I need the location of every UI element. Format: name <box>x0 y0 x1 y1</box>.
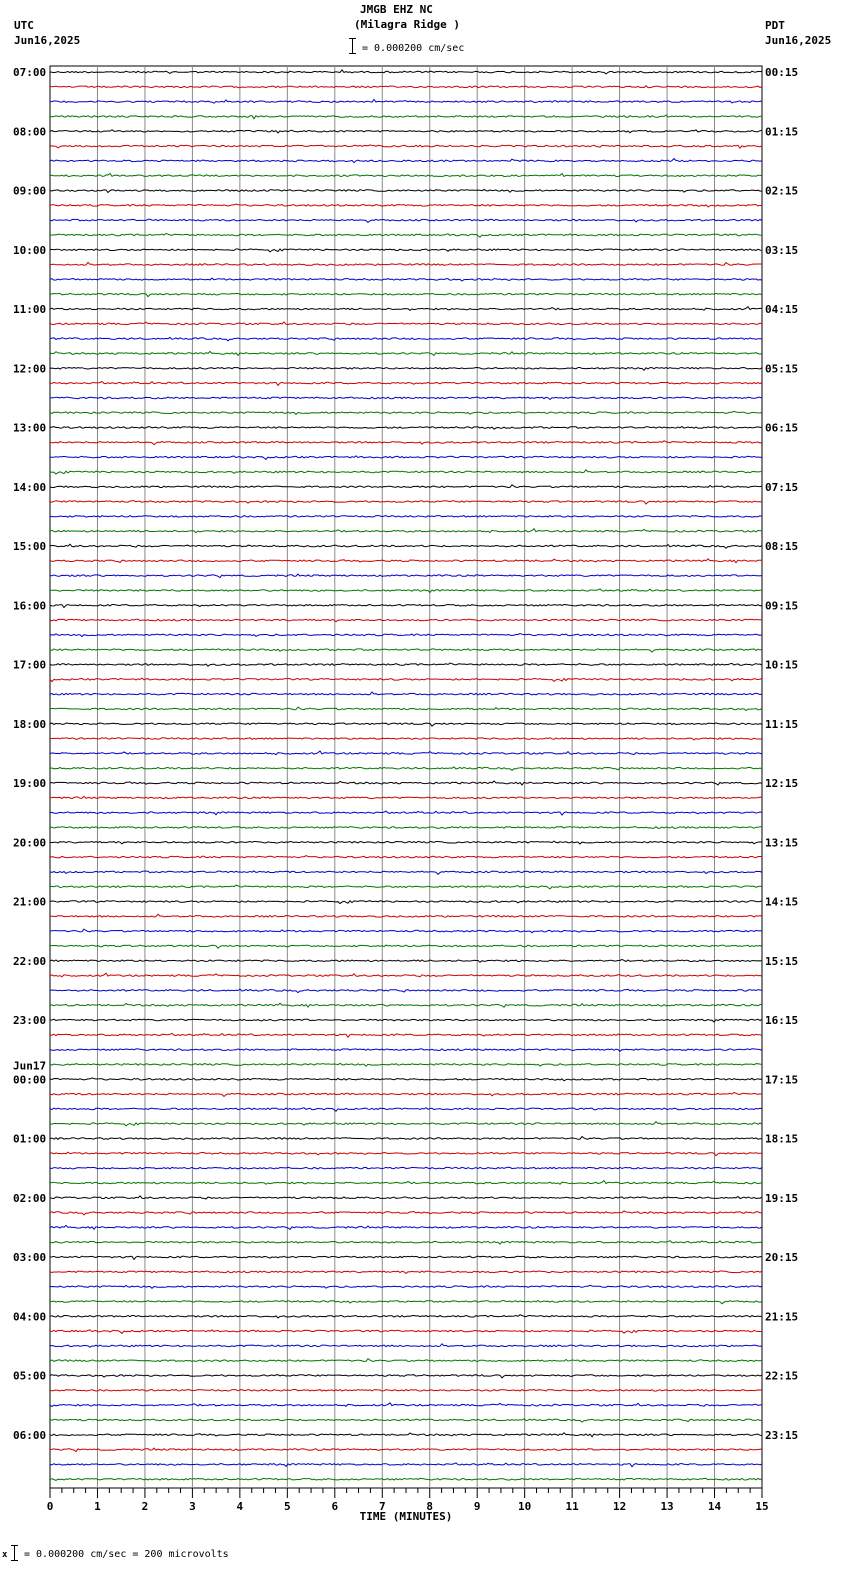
seismic-trace <box>50 827 762 829</box>
seismic-trace <box>50 174 762 177</box>
seismic-trace <box>50 441 762 445</box>
station-title: JMGB EHZ NC <box>360 3 433 16</box>
seismic-trace <box>50 663 762 666</box>
pdt-hour-label: 15:15 <box>765 954 799 968</box>
seismic-trace <box>50 1211 762 1215</box>
pdt-hour-label: 00:15 <box>765 66 799 79</box>
seismic-trace <box>50 1167 762 1169</box>
pdt-hour-label: 08:15 <box>765 540 799 553</box>
seismic-trace <box>50 544 762 548</box>
seismic-trace <box>50 86 762 88</box>
seismic-trace <box>50 115 762 119</box>
x-tick-label: 8 <box>426 1500 434 1513</box>
x-tick-label: 10 <box>518 1500 532 1513</box>
utc-hour-label: 14:00 <box>13 480 47 494</box>
seismic-trace <box>50 914 762 917</box>
seismic-trace <box>50 411 762 414</box>
x-tick-label: 0 <box>46 1500 54 1513</box>
seismic-trace <box>50 929 762 933</box>
x-tick-label: 15 <box>755 1500 769 1513</box>
seismic-trace <box>50 751 762 755</box>
x-tick-label: 1 <box>94 1500 101 1513</box>
utc-hour-label: 00:00 <box>13 1073 47 1087</box>
seismic-trace <box>50 1196 762 1199</box>
pdt-hour-label: 21:15 <box>765 1310 799 1324</box>
seismic-trace <box>50 456 762 460</box>
utc-hour-label: 11:00 <box>13 303 47 316</box>
seismic-trace <box>50 204 762 207</box>
x-axis-label: TIME (MINUTES) <box>359 1510 453 1523</box>
utc-hour-label: 04:00 <box>13 1310 47 1324</box>
seismic-trace <box>50 559 762 563</box>
pdt-hour-label: 17:15 <box>765 1073 799 1087</box>
utc-hour-label: 19:00 <box>13 777 47 790</box>
seismic-trace <box>50 723 762 726</box>
seismic-trace <box>50 945 762 948</box>
seismic-trace <box>50 1137 762 1140</box>
seismic-trace <box>50 973 762 977</box>
seismic-trace <box>50 293 762 296</box>
seismic-trace <box>50 130 762 133</box>
seismic-trace <box>50 1122 762 1126</box>
pdt-hour-label: 10:15 <box>765 658 799 672</box>
seismic-trace <box>50 1375 762 1378</box>
seismic-trace <box>50 529 762 533</box>
seismic-trace <box>50 707 762 711</box>
seismic-trace <box>50 1003 762 1007</box>
utc-date-change-label: Jun17 <box>13 1059 47 1073</box>
seismic-trace <box>50 841 762 844</box>
x-tick-label: 12 <box>612 1500 627 1513</box>
utc-hour-label: 10:00 <box>13 243 47 257</box>
seismic-trace <box>50 692 762 695</box>
utc-hour-label: 05:00 <box>13 1369 47 1383</box>
seismic-trace <box>50 427 762 430</box>
seismic-trace <box>50 678 762 682</box>
seismic-trace <box>50 1330 762 1334</box>
seismic-trace <box>50 262 762 265</box>
utc-hour-label: 16:00 <box>13 599 47 613</box>
x-tick-label: 2 <box>141 1500 149 1513</box>
seismic-trace <box>50 1108 762 1112</box>
seismic-trace <box>50 145 762 148</box>
seismic-trace <box>50 1152 762 1156</box>
pdt-hour-label: 14:15 <box>765 895 799 909</box>
utc-hour-label: 08:00 <box>13 125 47 139</box>
pdt-hour-label: 11:15 <box>765 717 799 731</box>
seismic-trace <box>50 1285 762 1288</box>
seismic-trace <box>50 1256 762 1259</box>
utc-hour-label: 06:00 <box>13 1428 47 1442</box>
seismic-trace <box>50 1049 762 1052</box>
seismic-trace <box>50 885 762 889</box>
station-location: (Milagra Ridge ) <box>354 18 460 31</box>
pdt-hour-label: 09:15 <box>765 599 799 613</box>
utc-hour-label: 15:00 <box>13 540 47 553</box>
pdt-hour-label: 19:15 <box>765 1191 799 1205</box>
seismic-trace <box>50 382 762 386</box>
seismic-trace <box>50 368 762 371</box>
seismic-trace <box>50 796 762 798</box>
utc-hour-label: 22:00 <box>13 954 47 968</box>
pdt-hour-label: 18:15 <box>765 1132 799 1146</box>
utc-hour-label: 01:00 <box>13 1132 47 1146</box>
x-tick-label: 9 <box>473 1500 481 1513</box>
left-date: Jun16,2025 <box>14 34 81 47</box>
seismic-trace <box>50 470 762 474</box>
seismic-trace <box>50 219 762 222</box>
seismic-trace <box>50 901 762 904</box>
seismic-trace <box>50 1093 762 1097</box>
scale-label: = 0.000200 cm/sec <box>362 43 465 54</box>
seismic-trace <box>50 856 762 858</box>
seismic-trace <box>50 1063 762 1066</box>
x-tick-label: 3 <box>189 1500 196 1513</box>
seismic-trace <box>50 249 762 252</box>
seismic-trace <box>50 1078 762 1081</box>
pdt-hour-label: 05:15 <box>765 362 799 376</box>
seismic-trace <box>50 1448 762 1452</box>
footer-scale-note: = 0.000200 cm/sec = 200 microvolts <box>24 1549 229 1560</box>
seismic-trace <box>50 1419 762 1422</box>
left-timezone: UTC <box>14 19 34 32</box>
seismic-trace <box>50 485 762 488</box>
seismic-trace <box>50 322 762 325</box>
seismic-trace <box>50 605 762 608</box>
seismic-trace <box>50 516 762 518</box>
utc-hour-label: 09:00 <box>13 184 47 198</box>
footer-scale-bar-icon <box>11 1545 18 1561</box>
footer-mark: x <box>2 1550 8 1560</box>
seismic-trace <box>50 1241 762 1245</box>
utc-hour-label: 17:00 <box>13 658 47 672</box>
pdt-hour-label: 12:15 <box>765 777 799 790</box>
x-tick-label: 5 <box>284 1500 291 1513</box>
seismic-trace <box>50 1433 762 1437</box>
utc-hour-label: 20:00 <box>13 836 47 850</box>
utc-hour-label: 13:00 <box>13 421 47 435</box>
seismic-trace <box>50 1390 762 1392</box>
seismic-trace <box>50 189 762 192</box>
x-tick-label: 6 <box>331 1500 339 1513</box>
seismic-trace <box>50 307 762 311</box>
right-timezone: PDT <box>765 19 785 32</box>
seismic-trace <box>50 1463 762 1467</box>
pdt-hour-label: 04:15 <box>765 303 799 316</box>
pdt-hour-label: 20:15 <box>765 1251 799 1264</box>
pdt-hour-label: 03:15 <box>765 243 799 257</box>
seismic-trace <box>50 634 762 637</box>
seismic-trace <box>50 989 762 993</box>
seismic-trace <box>50 811 762 815</box>
seismic-trace <box>50 100 762 104</box>
pdt-hour-label: 23:15 <box>765 1428 799 1442</box>
pdt-hour-label: 13:15 <box>765 836 799 850</box>
seismic-trace <box>50 738 762 740</box>
seismic-trace <box>50 1033 762 1037</box>
utc-hour-label: 23:00 <box>13 1014 47 1027</box>
utc-hour-label: 02:00 <box>13 1191 47 1205</box>
x-tick-label: 13 <box>660 1500 674 1513</box>
seismic-trace <box>50 351 762 355</box>
seismic-trace <box>50 871 762 874</box>
seismic-trace <box>50 1403 762 1407</box>
seismic-trace <box>50 501 762 504</box>
seismic-trace <box>50 233 762 237</box>
seismic-trace <box>50 1478 762 1480</box>
x-tick-label: 7 <box>378 1500 386 1513</box>
pdt-hour-label: 01:15 <box>765 125 799 139</box>
pdt-hour-label: 07:15 <box>765 480 799 494</box>
seismic-trace <box>50 70 762 74</box>
pdt-hour-label: 16:15 <box>765 1014 799 1027</box>
seismic-trace <box>50 574 762 578</box>
seismic-trace <box>50 1271 762 1274</box>
seismic-trace <box>50 337 762 340</box>
seismic-trace <box>50 1359 762 1362</box>
seismic-trace <box>50 278 762 281</box>
utc-hour-label: 03:00 <box>13 1251 47 1264</box>
pdt-hour-label: 02:15 <box>765 184 799 198</box>
seismic-trace <box>50 649 762 652</box>
seismic-trace <box>50 1301 762 1304</box>
seismic-trace <box>50 767 762 771</box>
x-tick-label: 4 <box>236 1500 244 1513</box>
utc-hour-label: 18:00 <box>13 717 47 731</box>
seismic-trace <box>50 959 762 962</box>
utc-hour-label: 21:00 <box>13 895 47 909</box>
seismic-trace <box>50 1225 762 1229</box>
utc-hour-label: 12:00 <box>13 362 47 376</box>
seismic-trace <box>50 397 762 399</box>
seismic-trace <box>50 159 762 163</box>
seismic-trace <box>50 781 762 785</box>
seismic-trace <box>50 619 762 621</box>
seismic-trace <box>50 1315 762 1318</box>
x-tick-label: 11 <box>565 1500 579 1513</box>
utc-hour-label: 07:00 <box>13 66 47 79</box>
seismic-trace <box>50 589 762 593</box>
pdt-hour-label: 06:15 <box>765 421 799 435</box>
seismic-trace <box>50 1019 762 1022</box>
x-tick-label: 14 <box>707 1500 722 1513</box>
seismic-trace <box>50 1344 762 1348</box>
pdt-hour-label: 22:15 <box>765 1369 799 1383</box>
right-date: Jun16,2025 <box>765 34 832 47</box>
seismic-trace <box>50 1181 762 1185</box>
